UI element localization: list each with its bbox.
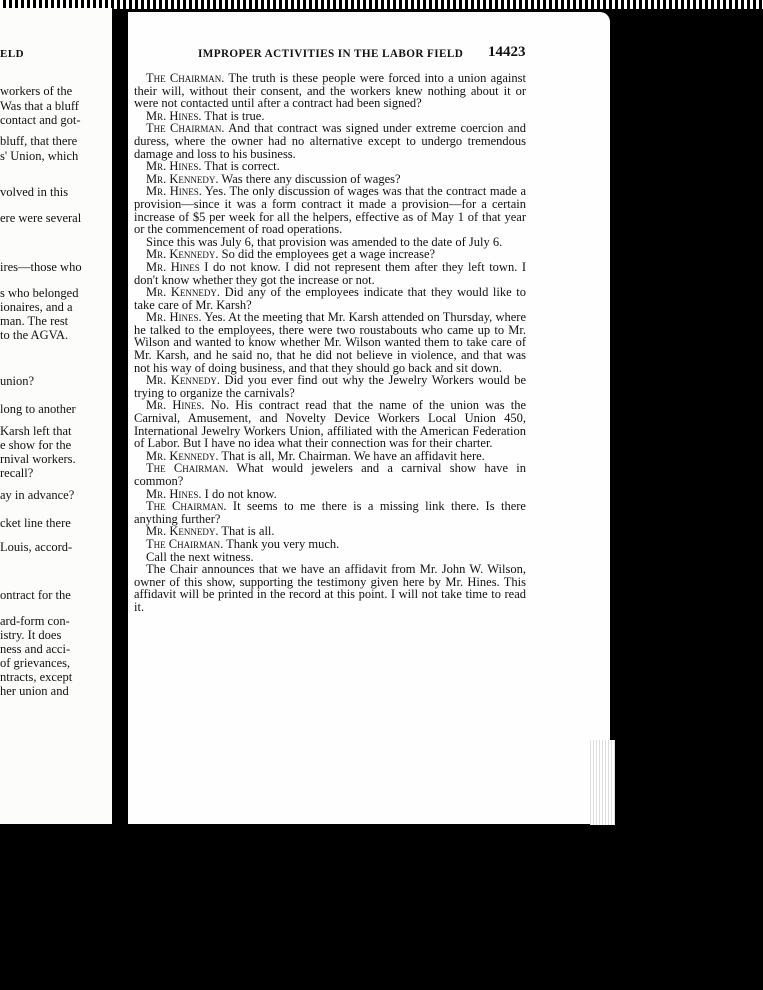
left-text-line: Karsh left that (0, 424, 72, 438)
speaker-name: The Chairman. (146, 71, 225, 85)
testimony-paragraph (134, 311, 526, 374)
left-text-line: volved in this (0, 185, 69, 199)
left-text-line: istry. It does (0, 628, 62, 642)
paragraph-text: Thank you very much. (223, 536, 340, 551)
left-text-line: ionaires, and a (0, 300, 73, 314)
left-text-line: ness and acci- (0, 642, 71, 656)
speaker-name: Mr. Kennedy. (146, 171, 219, 186)
speaker-name: Mr. Kennedy. (146, 524, 219, 539)
paragraph-text: That is all, Mr. Chairman. We have an affidavit here. (218, 448, 485, 463)
left-text-line: rnival workers. (0, 452, 76, 466)
speaker-name: Mr. Kennedy. (146, 247, 219, 262)
testimony-paragraph (134, 500, 526, 525)
speaker-name: Mr. Hines. (146, 486, 202, 501)
left-text-line: cket line there (0, 516, 71, 530)
left-text-line: contact and got- (0, 113, 81, 127)
testimony-text (134, 72, 526, 614)
running-head: IMPROPER ACTIVITIES IN THE LABOR FIELD (198, 48, 464, 60)
speaker-name: Mr. Hines. (146, 398, 205, 413)
left-text-line: s' Union, which (0, 149, 79, 163)
left-text-line: s who belonged (0, 286, 79, 300)
speaker-name: Mr. Hines. (146, 184, 202, 199)
left-running-head: ELD (0, 48, 25, 60)
left-text-line: union? (0, 374, 35, 388)
left-page (0, 8, 112, 824)
paragraph-text: The truth is these people were forced into a union against their will, without their consent, and the workers knew nothing about it or were not contacted until after a contract had been signed? (134, 71, 526, 111)
paragraph-text: And that contract was signed under extreme coercion and duress, where the owner had no alternative except to undergo tremendous damage and loss to his business. (134, 121, 526, 161)
paragraph-text: Yes. The only discussion of wages was that the contract made a provision—since it was a form contract it made a provision—for a certain increase of $5 per week for all the helpers, effective as of May 1 of that year or the commencement of road operations. (134, 184, 526, 237)
left-text-line: of grievances, (0, 656, 71, 670)
left-text-line: recall? (0, 466, 34, 480)
paragraph-text: So did the employees get a wage increase? (218, 247, 436, 262)
paragraph-text: Did you ever find out why the Jewelry Workers would be trying to organize the carnivals? (134, 373, 526, 400)
testimony-paragraph (134, 261, 526, 286)
speaker-name: Mr. Hines. (146, 159, 202, 174)
scan-top-edge (0, 0, 763, 9)
left-text-line: ere were several (0, 211, 82, 225)
testimony-paragraph (134, 462, 526, 487)
page-stack-edge (590, 740, 615, 825)
left-text-line: Was that a bluff (0, 99, 79, 113)
paragraph-text: Was there any discussion of wages? (218, 171, 401, 186)
paragraph-text: The Chair announces that we have an affidavit from Mr. John W. Wilson, owner of this show, supporting the testimony given here by Mr. Hines. This affidavit will be printed in the record at this point. I will not take time to read it. (134, 562, 526, 614)
left-text-line: Louis, accord- (0, 540, 73, 554)
left-text-line: ontract for the (0, 588, 71, 602)
paragraph-text: Yes. At the meeting that Mr. Karsh attended on Thursday, where he talked to the employees, there were two roustabouts who came up to Mr. Wilson and wanted to know whether Mr. Wilson wanted them to take care of Mr. Karsh, and he said no, that he did not believe in violence, and that was not his way of doing business, and that they should go back and sit down. (134, 310, 526, 375)
paragraph-text: That is correct. (201, 159, 280, 174)
left-text-line: ires—those who (0, 260, 82, 274)
speaker-name: The Chairman. (146, 121, 225, 136)
speaker-name: Mr. Kennedy. (146, 448, 219, 463)
testimony-paragraph (134, 72, 526, 110)
paragraph-text: That is all. (218, 524, 275, 539)
paragraph-text: What would jewelers and a carnival show have in common? (134, 461, 526, 488)
left-text-line: ard-form con- (0, 614, 70, 628)
paragraph-text: Call the next witness. (146, 549, 254, 564)
speaker-name: Mr. Hines (146, 259, 200, 274)
left-text-line: her union and (0, 684, 69, 698)
testimony-paragraph (134, 374, 526, 399)
speaker-name: Mr. Kennedy. (146, 373, 220, 388)
speaker-name: The Chairman. (146, 499, 227, 514)
paragraph-text: No. His contract read that the name of the union was the Carnival, Amusement, and Novelty Device Workers Local Union 450, International Jewelry Workers Union, affiliated with the American Federation of Labor. But I have no idea what their connection was for their charter. (134, 398, 526, 451)
page-number: 14423 (488, 44, 526, 60)
testimony-paragraph (134, 286, 526, 311)
left-text-line: ntracts, except (0, 670, 73, 684)
testimony-paragraph (134, 122, 526, 160)
testimony-paragraph (134, 185, 526, 235)
right-page (128, 12, 610, 824)
paragraph-text: Did any of the employees indicate that they would like to take care of Mr. Karsh? (134, 285, 526, 312)
left-text-line: e show for the (0, 438, 72, 452)
speaker-name: The Chairman. (146, 536, 224, 551)
speaker-name: The Chairman. (146, 461, 229, 476)
left-text-line: workers of the (0, 84, 73, 98)
paragraph-text: I do not know. I did not represent them after they left town. I don't know whether they got the increase or not. (134, 259, 526, 287)
left-text-line: ay in advance? (0, 488, 75, 502)
testimony-paragraph (134, 563, 526, 613)
speaker-name: Mr. Kennedy. (146, 285, 220, 300)
testimony-paragraph (134, 399, 526, 449)
paragraph-text: I do not know. (201, 486, 277, 501)
paragraph-text: Since this was July 6, that provision was amended to the date of July 6. (146, 234, 503, 249)
left-text-line: bluff, that there (0, 134, 78, 148)
speaker-name: Mr. Hines. (146, 310, 202, 325)
left-text-line: man. The rest (0, 314, 69, 328)
left-text-line: long to another (0, 402, 76, 416)
left-text-line: to the AGVA. (0, 328, 69, 342)
paragraph-text: That is true. (201, 108, 265, 123)
speaker-name: Mr. Hines. (146, 108, 202, 123)
paragraph-text: It seems to me there is a missing link there. Is there anything further? (134, 499, 526, 526)
